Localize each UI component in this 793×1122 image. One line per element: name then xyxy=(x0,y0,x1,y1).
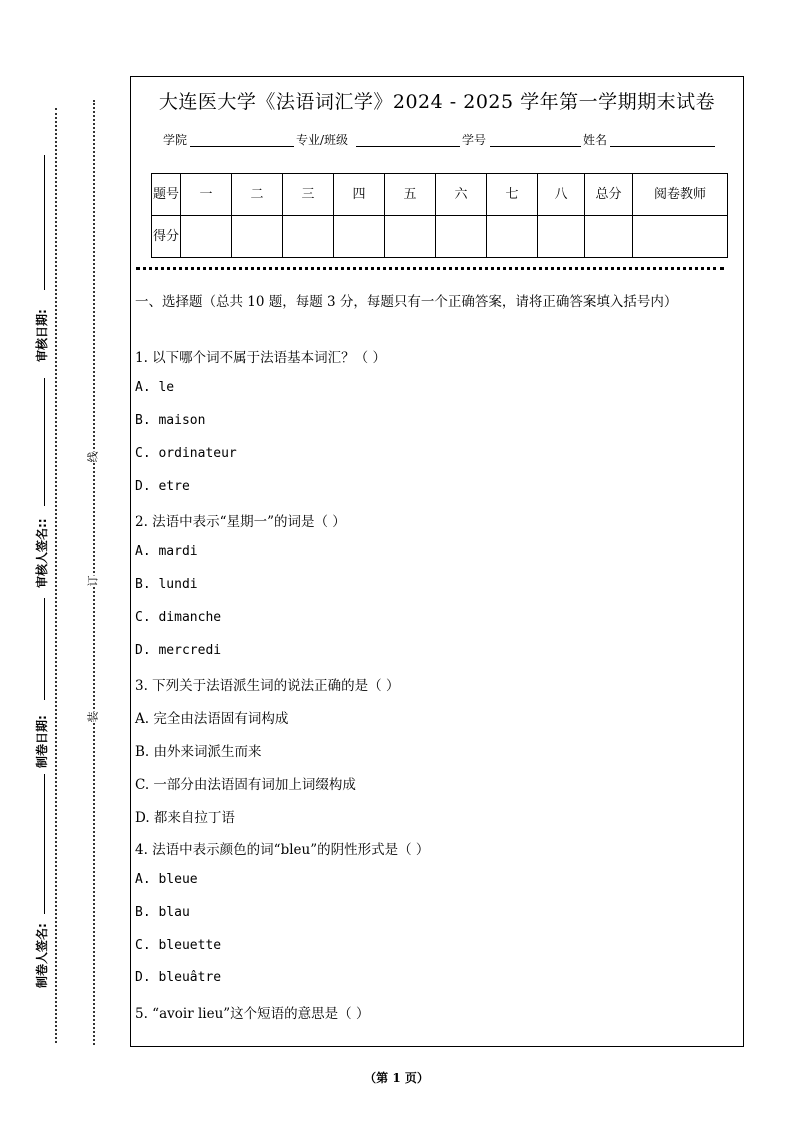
score-col-2: 二 xyxy=(232,174,283,216)
bind-dotted-line xyxy=(93,100,95,1045)
question-option: C. dimanche xyxy=(135,610,222,625)
maker-sign-label: 制卷人签名: xyxy=(35,923,49,988)
maker-sign-line xyxy=(44,774,45,914)
question-option: D. bleuâtre xyxy=(135,970,222,985)
score-cell[interactable] xyxy=(181,216,232,258)
question-option: B. blau xyxy=(135,905,190,920)
question-option: D. etre xyxy=(135,479,190,494)
question-option: C. ordinateur xyxy=(135,446,237,461)
question-option: A. mardi xyxy=(135,544,198,559)
score-col-8: 八 xyxy=(538,174,585,216)
score-cell[interactable] xyxy=(487,216,538,258)
student-id-blank[interactable] xyxy=(490,146,581,147)
score-cell[interactable] xyxy=(385,216,436,258)
question-option: B. 由外来词派生而来 xyxy=(135,744,262,760)
name-blank[interactable] xyxy=(610,146,715,147)
review-date-line xyxy=(44,155,45,290)
page-footer: （第 1 页） xyxy=(364,1071,429,1085)
score-col-4: 四 xyxy=(334,174,385,216)
question-option: B. maison xyxy=(135,413,206,428)
name-label: 姓名 xyxy=(583,133,608,147)
section-heading: 一、选择题（总共 10 题，每题 3 分，每题只有一个正确答案，请将正确答案填入括号内） xyxy=(135,294,678,310)
question-option: A. bleue xyxy=(135,872,198,887)
student-id-label: 学号 xyxy=(462,133,487,147)
make-date-line xyxy=(44,598,45,700)
question-option: C. bleuette xyxy=(135,938,222,953)
score-cell[interactable] xyxy=(334,216,385,258)
score-cell[interactable] xyxy=(633,216,728,258)
reviewer-sign-label: 审核人签名:: xyxy=(35,518,49,588)
score-cell[interactable] xyxy=(232,216,283,258)
row-label-score: 得分 xyxy=(152,216,181,258)
make-date-label: 制卷日期: xyxy=(35,715,49,768)
college-blank[interactable] xyxy=(190,146,294,147)
question-stem: 2. 法语中表示“星期一”的词是（ ） xyxy=(135,514,346,530)
bind-zhuang-char: 装 xyxy=(86,711,100,723)
score-col-7: 七 xyxy=(487,174,538,216)
review-date-label: 审核日期: xyxy=(35,309,49,362)
score-table xyxy=(151,173,728,258)
score-col-total: 总分 xyxy=(585,174,633,216)
left-dotted-line xyxy=(55,108,57,1043)
row-label-question-number: 题号 xyxy=(152,174,181,216)
question-option: A. 完全由法语固有词构成 xyxy=(135,711,289,727)
bind-line-char: 线 xyxy=(86,451,100,463)
score-cell[interactable] xyxy=(436,216,487,258)
score-cell[interactable] xyxy=(538,216,585,258)
major-blank[interactable] xyxy=(356,146,460,147)
score-cell[interactable] xyxy=(585,216,633,258)
major-label: 专业/班级 xyxy=(296,133,349,147)
score-col-6: 六 xyxy=(436,174,487,216)
question-stem: 4. 法语中表示颜色的词“bleu”的阴性形式是（ ） xyxy=(135,842,430,858)
question-stem: 3. 下列关于法语派生词的说法正确的是（ ） xyxy=(135,678,400,694)
reviewer-sign-line xyxy=(44,378,45,506)
score-col-5: 五 xyxy=(385,174,436,216)
score-col-3: 三 xyxy=(283,174,334,216)
question-option: D. mercredi xyxy=(135,643,222,658)
question-option: A. le xyxy=(135,380,175,395)
question-option: C. 一部分由法语固有词加上词缀构成 xyxy=(135,777,356,793)
question-option: B. lundi xyxy=(135,577,198,592)
question-stem: 1. 以下哪个词不属于法语基本词汇？（ ） xyxy=(135,350,386,366)
score-col-1: 一 xyxy=(181,174,232,216)
college-label: 学院 xyxy=(163,133,188,147)
score-cell[interactable] xyxy=(283,216,334,258)
score-col-reviewer: 阅卷教师 xyxy=(633,174,728,216)
bind-ding-char: 订 xyxy=(86,575,100,587)
question-option: D. 都来自拉丁语 xyxy=(135,810,235,826)
question-stem: 5. “avoir lieu”这个短语的意思是（ ） xyxy=(135,1006,370,1022)
exam-title: 大连医大学《法语词汇学》2024 - 2025 学年第一学期期末试卷 xyxy=(158,91,716,113)
separator-dotted-line xyxy=(136,267,724,270)
